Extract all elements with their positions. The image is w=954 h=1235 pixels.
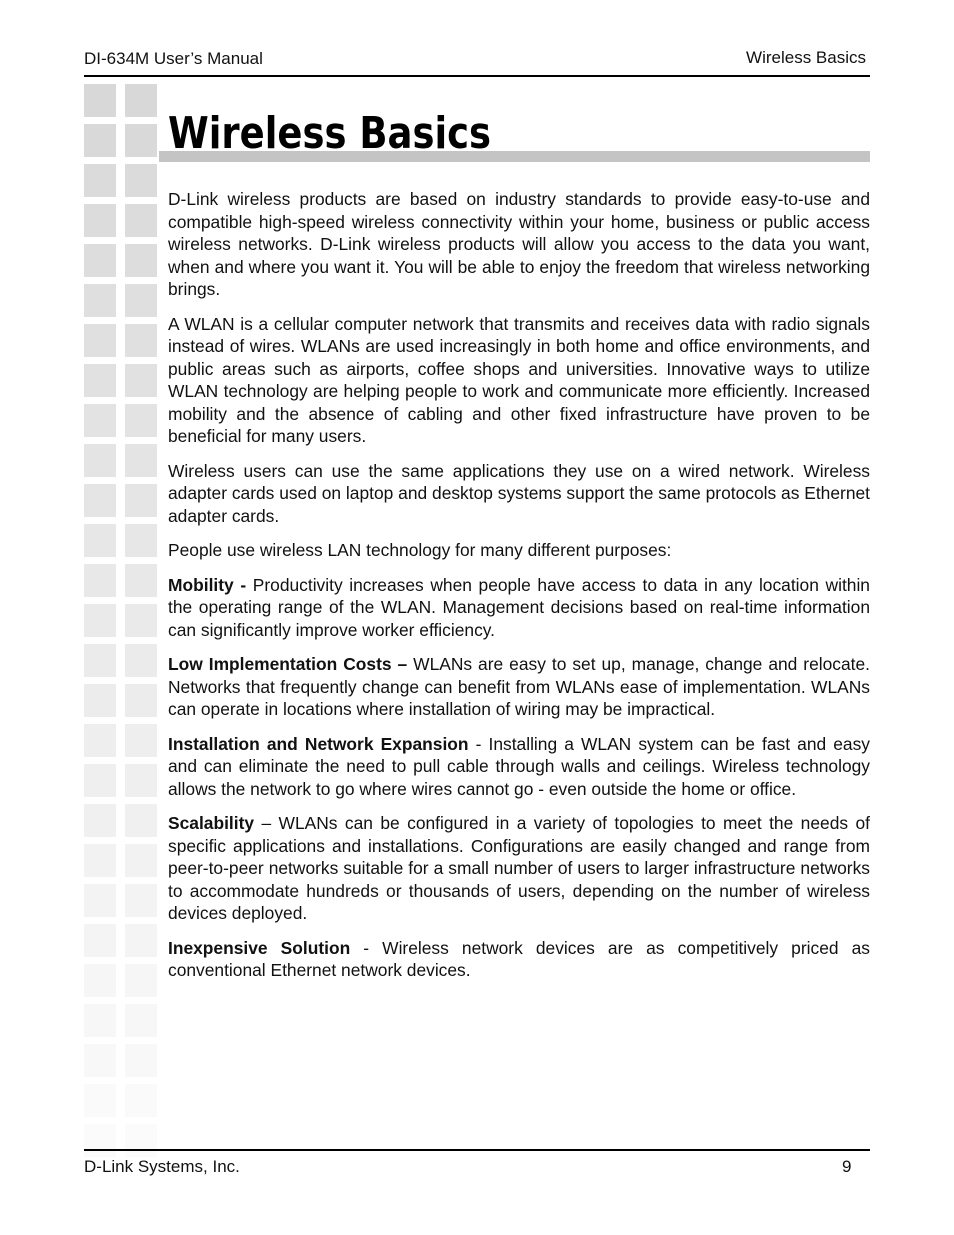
decorative-tile	[84, 484, 116, 517]
decorative-tile	[84, 764, 116, 797]
decorative-tile	[125, 84, 157, 117]
decorative-tile	[84, 604, 116, 637]
decorative-tile	[84, 644, 116, 677]
decorative-tile	[84, 1124, 116, 1157]
paragraph	[168, 188, 870, 301]
decorative-tile	[125, 244, 157, 277]
decorative-tile	[84, 404, 116, 437]
paragraph-text: Productivity increases when people have access to data in any location within the operating range of the WLAN. Management decisions based on real-time information can significantly improve worker efficiency.	[168, 574, 870, 640]
paragraph-term: Installation and Network Expansion	[168, 733, 469, 754]
decorative-tile	[84, 164, 116, 197]
decorative-tile	[125, 1124, 157, 1157]
decorative-tile	[84, 564, 116, 597]
paragraph	[168, 653, 870, 721]
paragraph	[168, 733, 870, 801]
paragraph	[168, 574, 870, 642]
decorative-tile	[125, 1044, 157, 1077]
decorative-tile	[84, 324, 116, 357]
decorative-tile	[84, 804, 116, 837]
decorative-tile	[84, 724, 116, 757]
paragraph	[168, 539, 870, 562]
decorative-tile	[125, 684, 157, 717]
decorative-tile	[84, 244, 116, 277]
decorative-tile	[125, 324, 157, 357]
decorative-tile	[125, 484, 157, 517]
decorative-tile	[84, 884, 116, 917]
page-title: Wireless Basics	[168, 108, 492, 159]
decorative-tile	[125, 364, 157, 397]
decorative-tile	[84, 444, 116, 477]
decorative-tile-column	[84, 84, 159, 1150]
paragraph	[168, 937, 870, 982]
decorative-tile	[125, 284, 157, 317]
body-text	[168, 188, 870, 994]
decorative-tile	[84, 124, 116, 157]
decorative-tile	[84, 1044, 116, 1077]
decorative-tile	[125, 404, 157, 437]
footer-company: D-Link Systems, Inc.	[84, 1157, 240, 1176]
paragraph-text: WLANs are easy to set up, manage, change and relocate. Networks that frequently change can benefit from WLANs ease of implementation. WLANs can operate in locations where installation of wiring may be impractical.	[168, 654, 870, 719]
paragraph-term: Low Implementation Costs –	[168, 654, 408, 674]
paragraph	[168, 460, 870, 528]
decorative-tile	[84, 964, 116, 997]
paragraph-text: Wireless users can use the same applications they use on a wired network. Wireless adapter cards used on laptop and desktop systems support the same protocols as Ethernet adapter cards.	[168, 460, 870, 526]
decorative-tile	[125, 884, 157, 917]
paragraph-text: People use wireless LAN technology for many different purposes:	[168, 540, 672, 560]
page-number: 9	[842, 1157, 852, 1176]
decorative-tile	[84, 684, 116, 717]
running-header-manual-title: DI-634M User’s Manual	[84, 49, 263, 68]
decorative-tile	[125, 1084, 157, 1117]
decorative-tile	[84, 204, 116, 237]
paragraph-term: Scalability	[168, 813, 255, 833]
decorative-tile	[125, 564, 157, 597]
decorative-tile	[125, 524, 157, 557]
decorative-tile	[84, 924, 116, 957]
decorative-tile	[125, 444, 157, 477]
paragraph-text: A WLAN is a cellular computer network that transmits and receives data with radio signals instead of wires. WLANs are used increasingly in both home and office environments, and public areas such as airports, coffee shops and universities. Innovative ways to utilize WLAN technology are helping people to work and communicate more efficiently. Increased mobility and the absence of cabling and other fixed infrastructure have proven to be beneficial for many users.	[168, 313, 870, 446]
decorative-tile	[125, 724, 157, 757]
paragraph-term: Inexpensive Solution	[168, 937, 351, 958]
header-rule	[84, 75, 870, 77]
decorative-tile	[84, 84, 116, 117]
decorative-tile	[125, 604, 157, 637]
decorative-tile	[125, 964, 157, 997]
decorative-tile	[84, 524, 116, 557]
decorative-tile	[125, 764, 157, 797]
paragraph-term: Mobility -	[168, 574, 247, 595]
decorative-tile	[125, 844, 157, 877]
paragraph-text: – WLANs can be configured in a variety of topologies to meet the needs of specific applications and installations. Configurations are easily changed and range from peer-to-peer networks suitable for a small number of users to larger infrastructure networks to accommodate hundreds or thousands of users, depending on the number of wireless devices deployed.	[168, 813, 870, 923]
decorative-tile	[84, 284, 116, 317]
decorative-tile	[125, 1004, 157, 1037]
decorative-tile	[84, 844, 116, 877]
decorative-tile	[84, 1084, 116, 1117]
decorative-tile	[125, 924, 157, 957]
decorative-tile	[84, 1004, 116, 1037]
paragraph	[168, 313, 870, 448]
running-header-section: Wireless Basics	[746, 48, 866, 67]
decorative-tile	[125, 204, 157, 237]
decorative-tile	[125, 804, 157, 837]
decorative-tile	[125, 124, 157, 157]
decorative-tile	[125, 644, 157, 677]
paragraph-text: - Installing a WLAN system can be fast and easy and can eliminate the need to pull cable through walls and ceilings. Wireless technology allows the network to go where wires cannot go - even outside the home or office.	[168, 733, 870, 799]
decorative-tile	[125, 164, 157, 197]
paragraph-text: - Wireless network devices are as competitively priced as conventional Ethernet network devices.	[168, 937, 870, 980]
paragraph-text: D-Link wireless products are based on industry standards to provide easy-to-use and compatible high-speed wireless connectivity within your home, business or public access wireless networks. D-Link wireless products will allow you access to the data you want, when and where you want it. You will be able to enjoy the freedom that wireless networking brings.	[168, 189, 870, 299]
paragraph	[168, 812, 870, 925]
footer-rule	[84, 1149, 870, 1151]
decorative-tile	[84, 364, 116, 397]
